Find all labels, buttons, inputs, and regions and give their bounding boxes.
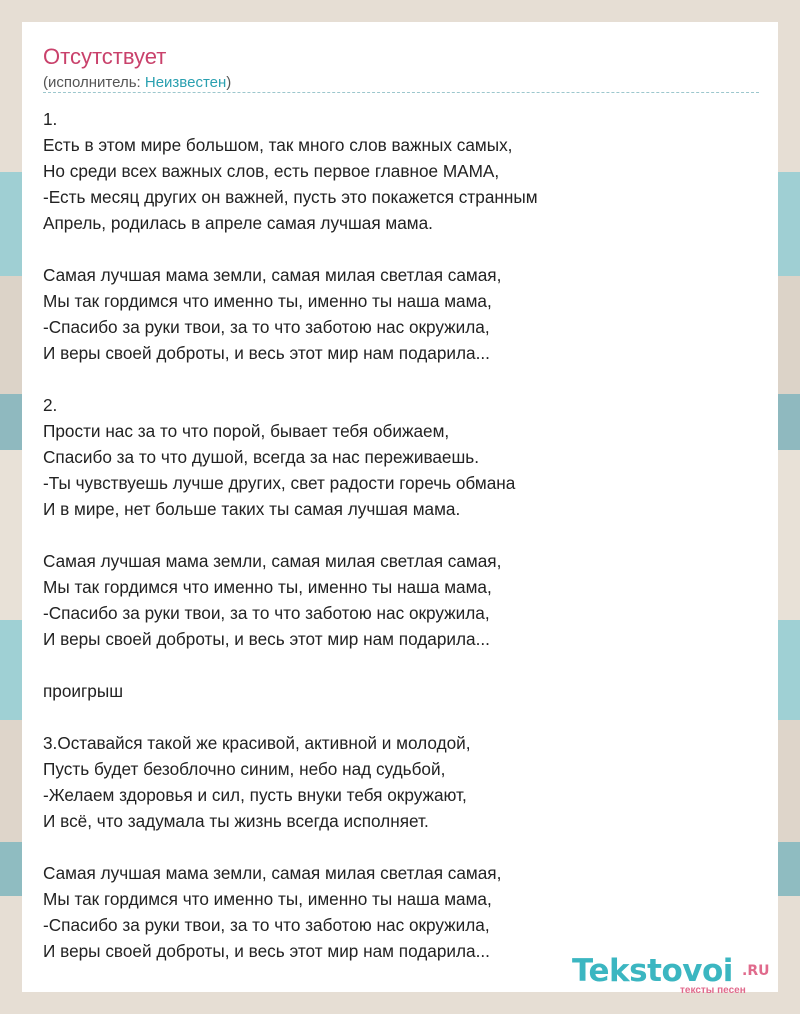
lyric-line: Мы так гордимся что именно ты, именно ты наша мама, [43, 291, 492, 311]
lyric-line: Самая лучшая мама земли, самая милая светлая самая, [43, 863, 502, 883]
lyric-line [43, 236, 763, 262]
lyric-line: Самая лучшая мама земли, самая милая светлая самая, [43, 551, 502, 571]
logo-name: Tekstovoi [572, 953, 733, 989]
lyric-line: И в мире, нет больше таких ты самая лучшая мама. [43, 499, 461, 519]
lyric-line [43, 652, 763, 678]
lyric-line [43, 704, 763, 730]
lyric-line: Спасибо за то что душой, всегда за нас переживаешь. [43, 447, 480, 467]
lyric-line: Мы так гордимся что именно ты, именно ты наша мама, [43, 889, 492, 909]
lyric-line: Но среди всех важных слов, есть первое главное МАМА, [43, 161, 500, 181]
lyric-line: 3.Оставайся такой же красивой, активной и молодой, [43, 733, 471, 753]
lyric-line: проигрыш [43, 681, 123, 701]
lyric-line [43, 366, 763, 392]
lyric-line: И веры своей доброты, и весь этот мир нам подарила... [43, 343, 490, 363]
lyric-line [43, 834, 763, 860]
lyrics-text [43, 106, 763, 964]
lyric-line: -Спасибо за руки твои, за то что заботою нас окружила, [43, 603, 490, 623]
logo-tagline: тексты песен [680, 985, 746, 996]
artist-suffix: ) [226, 74, 232, 91]
lyric-line: Апрель, родилась в апреле самая лучшая мама. [43, 213, 433, 233]
lyric-line: 1. [43, 109, 58, 129]
lyric-line: -Есть месяц других он важней, пусть это покажется странным [43, 187, 538, 207]
artist-link[interactable]: Неизвестен [144, 74, 227, 91]
divider [43, 92, 759, 93]
logo-tld: .RU [742, 963, 770, 979]
lyric-line: И веры своей доброты, и весь этот мир нам подарила... [43, 941, 490, 961]
lyric-line: -Ты чувствуешь лучше других, свет радости горечь обмана [43, 473, 516, 493]
lyric-line: -Спасибо за руки твои, за то что заботою нас окружила, [43, 317, 490, 337]
song-title: Отсутствует [43, 44, 167, 69]
lyric-line: -Желаем здоровья и сил, пусть внуки тебя окружают, [43, 785, 467, 805]
lyric-line: И всё, что задумала ты жизнь всегда исполняет. [43, 811, 429, 831]
site-logo[interactable] [572, 953, 772, 997]
lyric-line: Самая лучшая мама земли, самая милая светлая самая, [43, 265, 502, 285]
lyric-line: Прости нас за то что порой, бывает тебя обижаем, [43, 421, 450, 441]
artist-prefix: (исполнитель: [43, 74, 145, 91]
lyrics-card [22, 22, 778, 996]
lyric-line: Мы так гордимся что именно ты, именно ты наша мама, [43, 577, 492, 597]
artist-line [43, 74, 231, 91]
lyric-line: И веры своей доброты, и весь этот мир нам подарила... [43, 629, 490, 649]
lyric-line: Пусть будет безоблочно синим, небо над судьбой, [43, 759, 446, 779]
lyric-line: -Спасибо за руки твои, за то что заботою нас окружила, [43, 915, 490, 935]
lyric-line [43, 522, 763, 548]
lyric-line: 2. [43, 395, 58, 415]
lyric-line: Есть в этом мире большом, так много слов важных самых, [43, 135, 513, 155]
